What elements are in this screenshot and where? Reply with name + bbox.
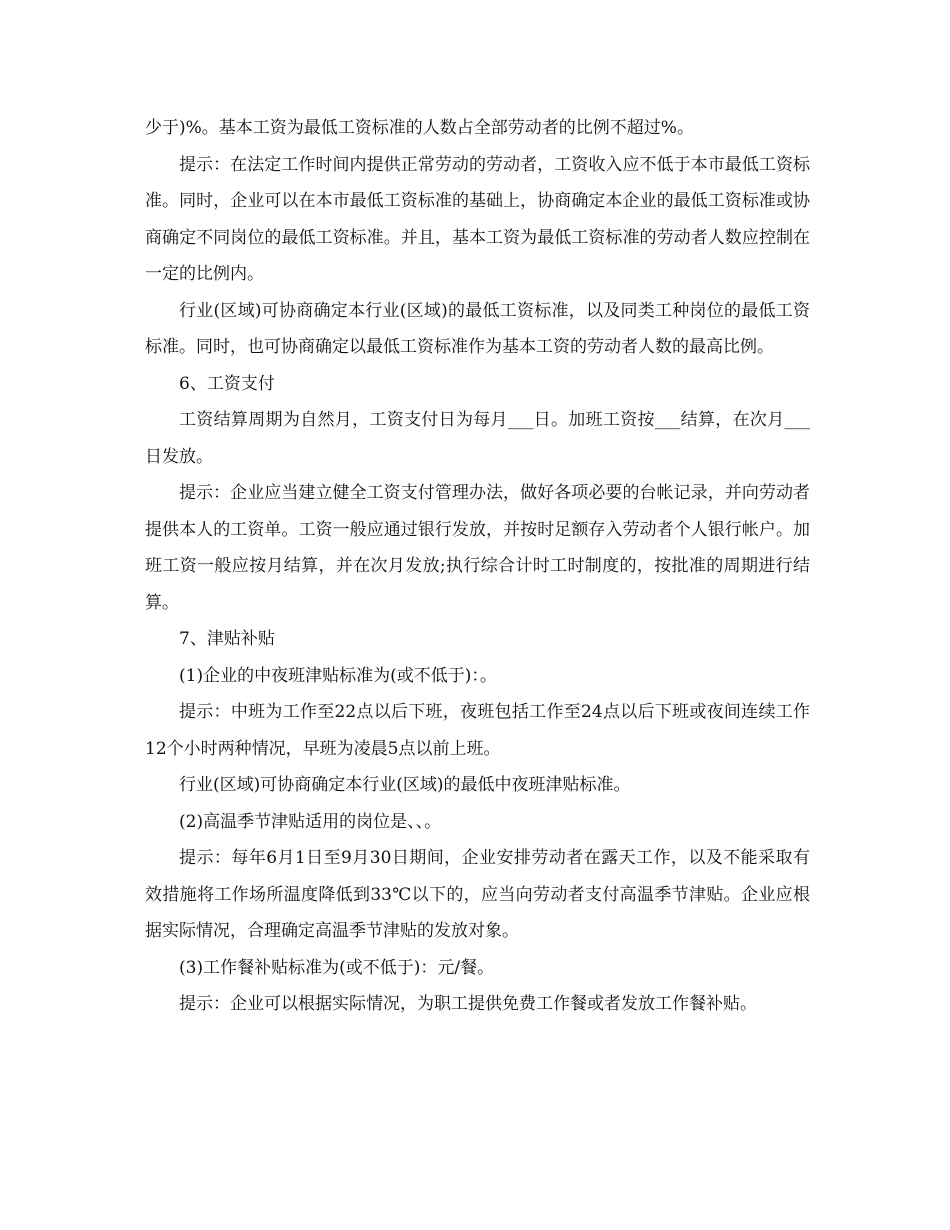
paragraph-high-temp-allowance: (2)高温季节津贴适用的岗位是、、。 [179, 811, 442, 832]
paragraph-meal-allowance: (3)工作餐补贴标准为(或不低于)：元/餐。 [179, 957, 495, 978]
paragraph-min-wage-ratio: 少于)%。基本工资为最低工资标准的人数占全部劳动者的比例不超过%。 [145, 118, 694, 138]
paragraph-night-shift-allowance: (1)企业的中夜班津贴标准为(或不低于)：。 [179, 665, 497, 686]
section-heading-wage-payment: 6、工资支付 [179, 373, 275, 394]
paragraph-wage-payment-tip: 提示：企业应当建立健全工资支付管理办法，做好各项必要的台帐记录，并向劳动者提供本人的工资单。工资一般应通过银行发放，并按时足额存入劳动者个人银行帐户。加班工资一般应按月结算，并在次月发放;执行综合计时工时制度的，按批准的周期进行结算。 [145, 483, 810, 613]
paragraph-industry-min-wage: 行业(区域)可协商确定本行业(区域)的最低工资标准，以及同类工种岗位的最低工资标准。同时，也可协商确定以最低工资标准作为基本工资的劳动者人数的最高比例。 [145, 300, 810, 357]
paragraph-wage-settlement: 工资结算周期为自然月，工资支付日为每月___日。加班工资按___结算，在次月___日发放。 [145, 410, 810, 467]
paragraph-high-temp-tip: 提示：每年6月1日至9月30日期间，企业安排劳动者在露天工作，以及不能采取有效措施将工作场所温度降低到33℃以下的，应当向劳动者支付高温季节津贴。企业应根据实际情况，合理确定高温季节津贴的发放对象。 [145, 848, 810, 941]
paragraph-meal-allowance-tip: 提示：企业可以根据实际情况，为职工提供免费工作餐或者发放工作餐补贴。 [179, 994, 757, 1014]
document-page [145, 110, 810, 1023]
paragraph-min-wage-tip: 提示：在法定工作时间内提供正常劳动的劳动者，工资收入应不低于本市最低工资标准。同时，企业可以在本市最低工资标准的基础上，协商确定本企业的最低工资标准或协商确定不同岗位的最低工资标准。并且，基本工资为最低工资标准的劳动者人数应控制在一定的比例内。 [145, 154, 810, 284]
section-heading-allowances: 7、津贴补贴 [179, 629, 275, 649]
paragraph-night-shift-tip: 提示：中班为工作至22点以后下班，夜班包括工作至24点以后下班或夜间连续工作12个小时两种情况，早班为凌晨5点以前上班。 [145, 702, 810, 759]
paragraph-industry-night-shift: 行业(区域)可协商确定本行业(区域)的最低中夜班津贴标准。 [179, 775, 631, 795]
